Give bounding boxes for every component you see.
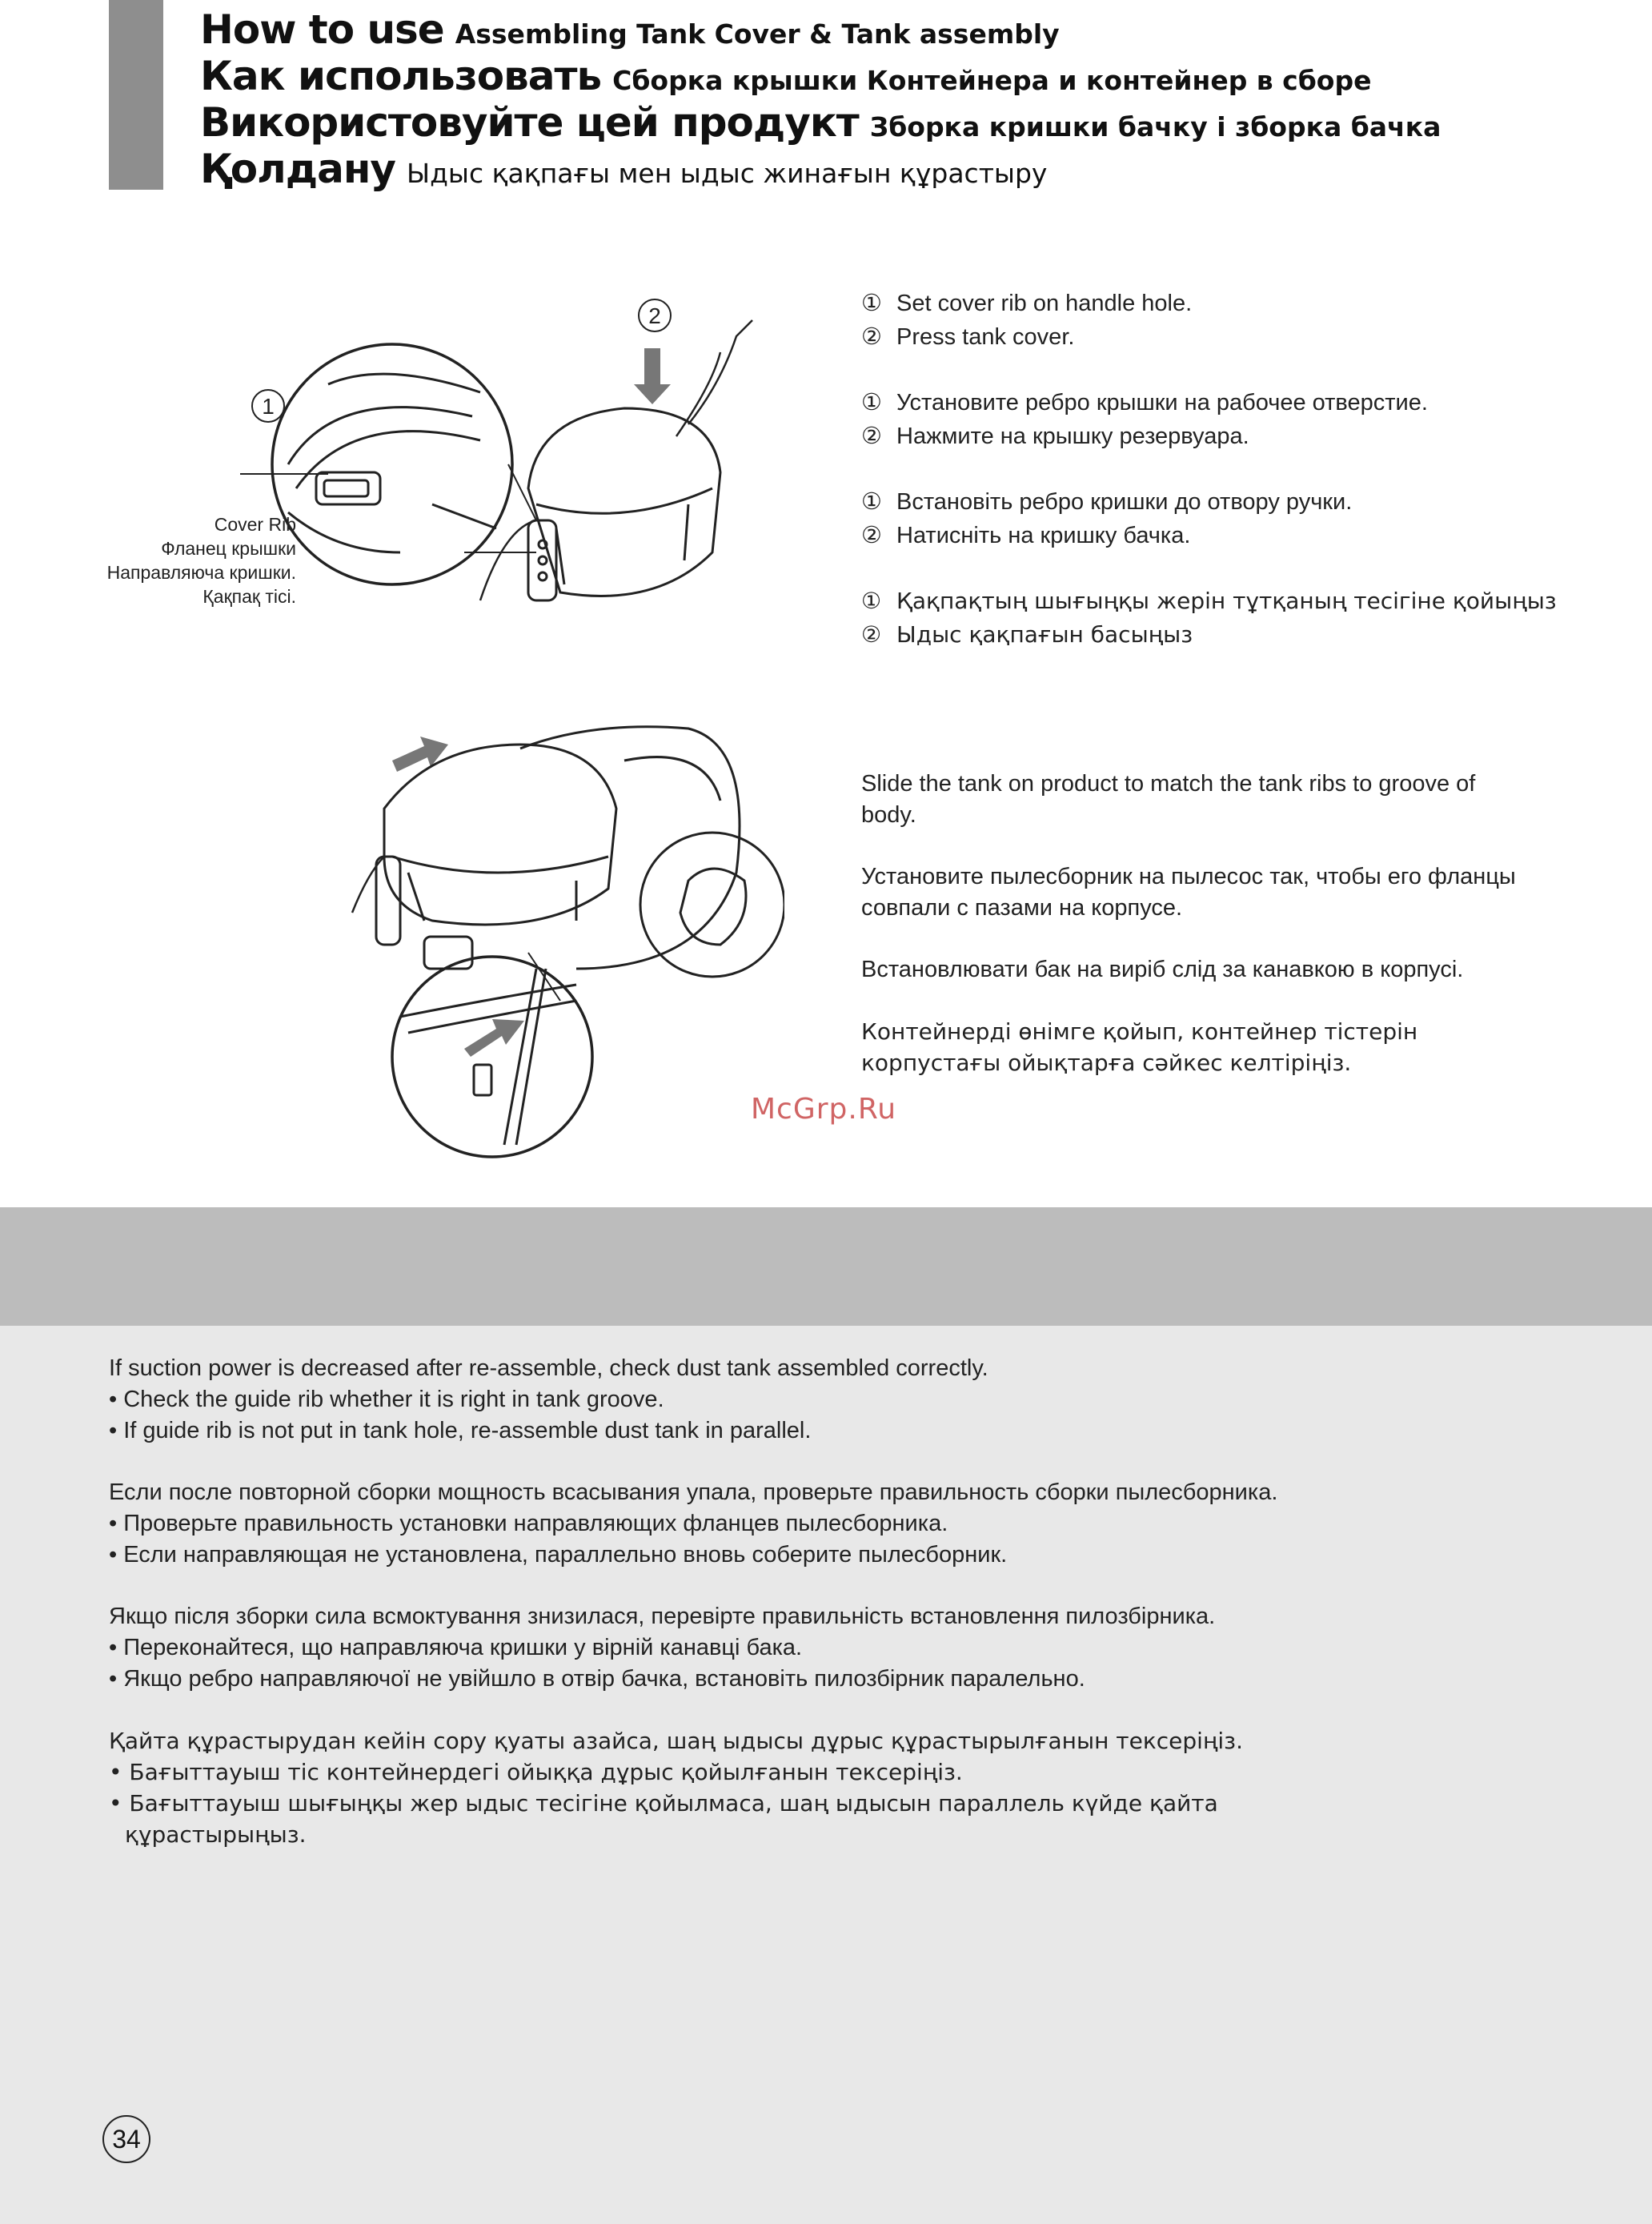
page-header xyxy=(200,6,1441,192)
watermark: McGrp.Ru xyxy=(751,1093,897,1126)
note-bullet: • Якщо ребро направляючої не увійшло в отвір бачка, встановіть пилозбірник паралельно. xyxy=(109,1666,1085,1692)
note-main: Якщо після зборки сила всмоктування знизилася, перевірте правильність встановлення пилозбірника. xyxy=(109,1604,1216,1629)
note-bullet: • Если направляющая не установлена, параллельно вновь соберите пылесборник. xyxy=(109,1542,1008,1568)
note-en xyxy=(109,1353,1598,1447)
tank-cover-illustration xyxy=(240,288,800,640)
callout-uk: Направляюча кришки. xyxy=(106,562,296,583)
note-bullet-continuation: құрастырыңыз. xyxy=(125,1821,307,1848)
step-marker: ② xyxy=(861,621,882,648)
note-bullet: • If guide rib is not put in tank hole, re-assemble dust tank in parallel. xyxy=(109,1418,812,1443)
header-line-ru xyxy=(200,53,1441,99)
step-text: Ыдыс қақпағын басыңыз xyxy=(896,621,1193,648)
detail-arrow xyxy=(464,1019,524,1057)
step-marker: ① xyxy=(861,588,882,614)
notes-section xyxy=(109,1353,1598,1881)
header-line-kk xyxy=(200,146,1441,192)
press-arrow xyxy=(634,348,671,404)
tank-assembly-illustration xyxy=(336,713,784,1161)
step-marker: ② xyxy=(861,424,882,449)
figure-marker-1: 1 xyxy=(262,394,275,419)
steps-en xyxy=(861,287,1614,354)
step-text: Нажмите на крышку резервуара. xyxy=(896,424,1249,449)
step-text: Press tank cover. xyxy=(896,324,1075,350)
header-title-en: How to use xyxy=(200,6,444,53)
step-marker: ① xyxy=(861,489,882,515)
callout-kk: Қақпақ тісі. xyxy=(202,586,296,607)
grey-band xyxy=(0,1207,1652,1326)
note-bullet: • Check the guide rib whether it is right in tank groove. xyxy=(109,1387,664,1412)
step-marker: ② xyxy=(861,324,882,350)
callout-en: Cover Rib xyxy=(214,514,296,535)
slide-text-kk: Контейнерді өнімге қойып, контейнер тістерін корпустағы ойықтарға сәйкес келтіріңіз. xyxy=(861,1018,1418,1076)
header-title-ru: Как использовать xyxy=(200,53,602,99)
slide-text-ru: Установите пылесборник на пылесос так, чтобы его фланцы совпали с пазами на корпусе. xyxy=(861,864,1516,921)
step-text: Қақпақтың шығыңқы жерін тұтқаның тесігіне қойыңыз xyxy=(896,588,1557,614)
figure-marker-2: 2 xyxy=(648,303,661,328)
header-side-bar xyxy=(109,0,163,190)
note-main: Если после повторной сборки мощность всасывания упала, проверьте правильность сборки пылесборника. xyxy=(109,1479,1278,1505)
step-text: Натисніть на кришку бачка. xyxy=(896,523,1191,548)
steps-uk xyxy=(861,485,1614,552)
header-subtitle-uk: Зборка кришки бачку і зборка бачка xyxy=(869,111,1441,143)
assembly-steps xyxy=(861,287,1614,684)
note-bullet: • Проверьте правильность установки направляющих фланцев пылесборника. xyxy=(109,1511,948,1536)
note-ru xyxy=(109,1477,1598,1571)
page-number: 34 xyxy=(102,2115,150,2163)
zoom-circle xyxy=(272,344,512,584)
header-subtitle-ru: Сборка крышки Контейнера и контейнер в сборе xyxy=(612,65,1372,96)
step-text: Встановіть ребро кришки до отвору ручки. xyxy=(896,489,1353,515)
header-subtitle-en: Assembling Tank Cover & Tank assembly xyxy=(455,18,1060,50)
slide-text-en: Slide the tank on product to match the tank ribs to groove of body. xyxy=(861,771,1476,828)
note-kk xyxy=(109,1725,1598,1850)
callout-ru: Фланец крышки xyxy=(161,538,296,559)
note-uk xyxy=(109,1601,1598,1695)
steps-ru xyxy=(861,386,1614,453)
header-line-en xyxy=(200,6,1441,53)
note-main: Қайта құрастырудан кейін сору қуаты азайса, шаң ыдысы дұрыс құрастырылғанын тексеріңіз. xyxy=(109,1728,1243,1754)
step-marker: ① xyxy=(861,291,882,316)
header-subtitle-kk: Ыдыс қақпағы мен ыдыс жинағын құрастыру xyxy=(406,158,1048,189)
step-marker: ② xyxy=(861,523,882,548)
tank-slide-instructions xyxy=(861,769,1518,1109)
header-title-uk: Використовуйте цей продукт xyxy=(200,99,859,146)
steps-kk xyxy=(861,584,1614,652)
slide-arrow xyxy=(392,737,448,772)
note-bullet: • Бағыттауыш шығыңқы жер ыдыс тесігіне қойылмаса, шаң ыдысын параллель күйде қайта xyxy=(109,1790,1218,1817)
note-bullet: • Переконайтеся, що направляюча кришки у вірній канавці бака. xyxy=(109,1635,803,1660)
header-title-kk: Қолдану xyxy=(200,146,395,192)
slide-text-uk: Встановлювати бак на виріб слід за канавкою в корпусі. xyxy=(861,957,1464,982)
step-marker: ① xyxy=(861,390,882,415)
note-main: If suction power is decreased after re-assemble, check dust tank assembled correctly. xyxy=(109,1355,988,1381)
step-text: Установите ребро крышки на рабочее отверстие. xyxy=(896,390,1428,415)
note-bullet: • Бағыттауыш тіс контейнердегі ойыққа дұрыс қойылғанын тексеріңіз. xyxy=(109,1759,963,1785)
header-line-uk xyxy=(200,99,1441,146)
cover-rib-callout xyxy=(68,512,296,608)
step-text: Set cover rib on handle hole. xyxy=(896,291,1193,316)
